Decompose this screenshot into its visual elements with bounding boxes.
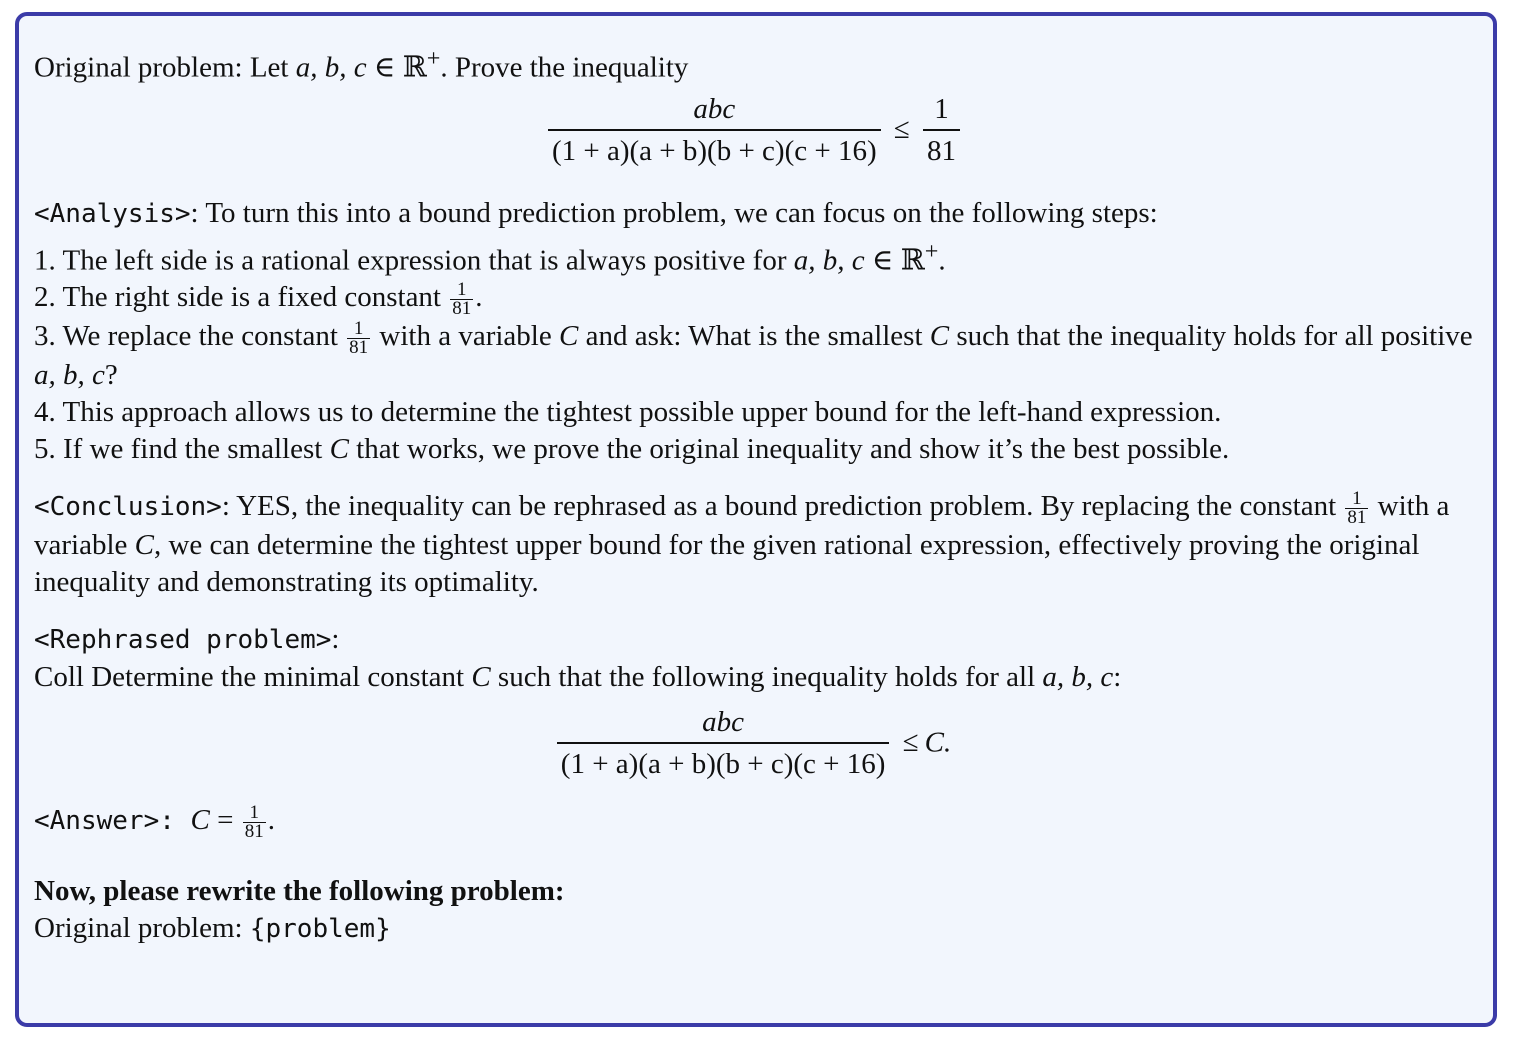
footer-placeholder: {problem} xyxy=(249,913,391,944)
conclusion-a: : YES, the inequality can be rephrased as a bound prediction problem. By replacing the constant xyxy=(221,490,1344,522)
conclusion-section xyxy=(34,488,1474,601)
answer-line xyxy=(34,802,1474,841)
prompt-content xyxy=(34,40,1474,948)
step3-d: such that the inequality holds for all positive xyxy=(949,320,1473,353)
conclusion-b: with a variable xyxy=(34,490,1450,561)
answer-tag: <Answer>: xyxy=(34,805,191,836)
step3-a: 3. We replace the constant xyxy=(34,320,346,353)
step2-frac-num: 1 xyxy=(457,279,467,301)
footer-section xyxy=(34,873,1474,948)
footer-heading: Now, please rewrite the following problem: xyxy=(34,874,565,907)
step3-var-c-2: C xyxy=(929,320,950,353)
analysis-step-5 xyxy=(34,431,1474,468)
conclusion-text xyxy=(34,488,1474,601)
rephrased-var-c: C xyxy=(471,660,491,693)
step2-text: 2. The right side is a fixed constant xyxy=(34,281,449,314)
rephrased-section xyxy=(34,621,1474,696)
rephrased-a: Coll Determine the minimal constant xyxy=(34,660,472,693)
analysis-lead-text: : To turn this into a bound prediction problem, we can focus on the following steps: xyxy=(190,196,1158,229)
step1-sup: + xyxy=(924,237,939,265)
conclusion-frac-den: 81 xyxy=(1347,506,1367,528)
step1-vars: a, b, c xyxy=(793,244,865,277)
eq1-rhs-numerator: 1 xyxy=(934,92,949,125)
step1-text: 1. The left side is a rational expression that is always positive for xyxy=(34,244,794,277)
answer-fraction xyxy=(243,801,266,842)
analysis-step-1 xyxy=(34,233,1474,280)
step5-var-c: C xyxy=(329,433,349,465)
intro-prefix: Original problem: Let xyxy=(34,51,296,84)
intro-suffix: . Prove the inequality xyxy=(440,51,689,84)
intro-mid: ∈ ℝ xyxy=(366,51,427,84)
analysis-section xyxy=(34,195,1474,468)
footer-line xyxy=(34,910,1474,948)
rephrased-colon: : xyxy=(331,622,340,655)
eq2-rhs: C. xyxy=(924,726,952,759)
answer-frac-num: 1 xyxy=(249,801,259,823)
rephrased-end: : xyxy=(1113,660,1122,693)
step2-frac-den: 81 xyxy=(452,298,472,320)
conclusion-fraction xyxy=(1345,487,1368,528)
step2-fraction xyxy=(450,281,473,318)
answer-lhs: C xyxy=(190,803,210,836)
step3-c: and ask: What is the smallest xyxy=(578,320,930,353)
eq2-relation: ≤ xyxy=(902,726,919,759)
rephrased-vars: a, b, c xyxy=(1042,660,1114,693)
conclusion-frac-num: 1 xyxy=(1352,487,1362,509)
eq1-rhs-fraction xyxy=(923,89,960,171)
answer-end: . xyxy=(267,803,275,836)
intro-line xyxy=(34,40,1474,87)
step3-frac-num: 1 xyxy=(353,318,364,339)
eq1-numerator: abc xyxy=(693,92,736,125)
step5-b: that works, we prove the original inequality and show it’s the best possible. xyxy=(348,433,1230,465)
analysis-step-2 xyxy=(34,279,1474,318)
eq1-denominator: (1 + a)(a + b)(b + c)(c + 16) xyxy=(548,129,881,171)
answer-frac-den: 81 xyxy=(244,820,264,842)
eq1-fraction xyxy=(548,89,881,171)
analysis-lead xyxy=(34,195,1474,233)
eq2-fraction xyxy=(557,702,890,784)
footer-prefix: Original problem: xyxy=(34,911,250,944)
answer-eq: = xyxy=(209,803,241,836)
step3-var-c: C xyxy=(559,320,579,353)
step1-end: . xyxy=(938,244,946,277)
step3-vars: a, b, c xyxy=(34,359,105,391)
step5-a: 5. If we find the smallest xyxy=(34,433,330,465)
step3-b: with a variable xyxy=(372,320,559,353)
analysis-step-4: 4. This approach allows us to determine the tightest possible upper bound for the left-hand expression. xyxy=(34,396,1222,428)
eq2-numerator: abc xyxy=(702,705,745,738)
intro-vars: a, b, c xyxy=(295,51,367,84)
analysis-tag: <Analysis> xyxy=(34,198,191,229)
eq2-denominator: (1 + a)(a + b)(b + c)(c + 16) xyxy=(557,742,890,784)
eq1-relation: ≤ xyxy=(893,113,910,146)
equation-original xyxy=(34,89,1474,169)
equation-rephrased xyxy=(34,702,1474,782)
step3-end: ? xyxy=(104,359,118,391)
step3-frac-den: 81 xyxy=(349,337,369,358)
answer-section xyxy=(34,802,1474,841)
rephrased-tag: <Rephrased problem> xyxy=(34,624,332,655)
conclusion-tag: <Conclusion> xyxy=(34,492,222,522)
analysis-step-3 xyxy=(34,318,1474,394)
rephrased-b: such that the following inequality holds for all xyxy=(490,660,1043,693)
step1-tail: ∈ ℝ xyxy=(864,244,925,277)
rephrased-heading xyxy=(34,621,1474,659)
step2-end: . xyxy=(475,281,483,314)
conclusion-var-c: C xyxy=(134,528,154,561)
rephrased-text xyxy=(34,659,1474,696)
intro-sup: + xyxy=(426,45,441,72)
conclusion-c: , we can determine the tightest upper bound for the given rational expression, effectively proving the original inequality and demonstrating its optimality. xyxy=(34,528,1420,598)
step3-fraction xyxy=(347,320,370,357)
eq1-rhs-denominator: 81 xyxy=(923,129,960,171)
